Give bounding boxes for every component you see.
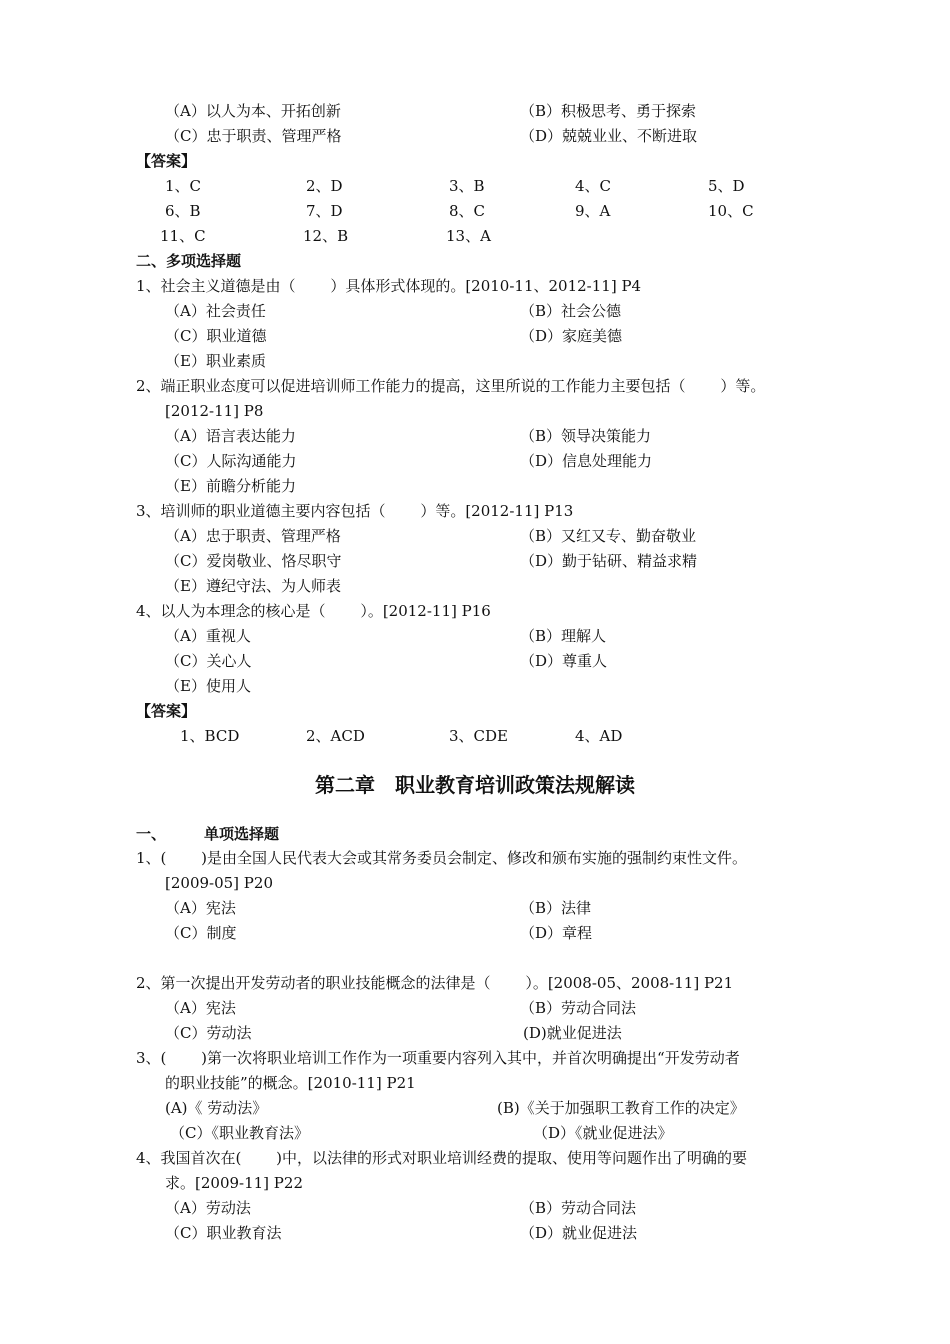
option: （D）章程	[520, 924, 593, 942]
option-row	[0, 349, 950, 374]
option-row	[0, 624, 950, 649]
answer: 1、BCD	[180, 727, 240, 745]
option: （B）理解人	[520, 627, 607, 645]
option-row	[0, 896, 950, 921]
answer: 4、C	[575, 177, 612, 195]
option: （A）忠于职责、管理严格	[165, 527, 341, 545]
section-heading: 单项选择题	[204, 825, 280, 843]
question-text: 2、端正职业态度可以促进培训师工作能力的提高，这里所说的工作能力主要包括（ ）等。	[136, 377, 766, 395]
answer: 7、D	[306, 202, 343, 220]
section-heading-row	[0, 822, 950, 847]
option-row	[0, 574, 950, 599]
option-row	[0, 324, 950, 349]
question-text: 4、我国首次在( )中，以法律的形式对职业培训经费的提取、使用等问题作出了明确的要	[136, 1149, 748, 1167]
option-row	[0, 524, 950, 549]
answer: 10、C	[708, 202, 754, 220]
answer: 3、B	[449, 177, 485, 195]
section-number: 一、	[136, 825, 167, 843]
answer: 6、B	[165, 202, 201, 220]
question-text: 2、第一次提出开发劳动者的职业技能概念的法律是（ ）。[2008-05、2008-11] P21	[136, 974, 734, 992]
question-text: 1、社会主义道德是由（ ）具体形式体现的。[2010-11、2012-11] P4	[136, 277, 642, 295]
option: （C）《职业教育法》	[170, 1124, 309, 1142]
option: （C）忠于职责、管理严格	[165, 127, 342, 145]
option-row	[0, 1096, 950, 1121]
option: （C）人际沟通能力	[165, 452, 297, 470]
answer-heading-row	[0, 149, 950, 174]
option-row	[0, 549, 950, 574]
option: （A）以人为本、开拓创新	[165, 102, 341, 120]
option: （E）使用人	[165, 677, 251, 695]
question-row	[0, 971, 950, 996]
option-row	[0, 424, 950, 449]
option-row	[0, 1021, 950, 1046]
answer: 5、D	[708, 177, 745, 195]
option-row	[0, 1121, 950, 1146]
answer-heading: 【答案】	[136, 702, 197, 720]
question-row	[0, 1046, 950, 1071]
question-row	[0, 1146, 950, 1171]
answer: 8、C	[449, 202, 486, 220]
answer: 12、B	[303, 227, 349, 245]
answer-row	[0, 174, 950, 199]
option: （B）又红又专、勤奋敬业	[520, 527, 697, 545]
option: （B）劳动合同法	[520, 1199, 637, 1217]
answer: 13、A	[446, 227, 491, 245]
section-heading: 二、多项选择题	[136, 252, 242, 270]
option: （E）遵纪守法、为人师表	[165, 577, 341, 595]
answer-heading-row	[0, 699, 950, 724]
answer: 3、CDE	[449, 727, 508, 745]
answer: 11、C	[160, 227, 206, 245]
question-text: 1、( )是由全国人民代表大会或其常务委员会制定、修改和颁布实施的强制约束性文件。	[136, 849, 748, 867]
question-ref-row	[0, 871, 950, 896]
option-row	[0, 474, 950, 499]
option: （A）语言表达能力	[165, 427, 296, 445]
question-text-continued: 的职业技能”的概念。[2010-11] P21	[165, 1074, 416, 1092]
question-text: 3、( )第一次将职业培训工作作为一项重要内容列入其中，并首次明确提出“开发劳动者	[136, 1049, 740, 1067]
option: （C）职业道德	[165, 327, 267, 345]
option: （E）职业素质	[165, 352, 266, 370]
question-row	[0, 599, 950, 624]
question-row	[0, 499, 950, 524]
option: (B)《关于加强职工教育工作的决定》	[497, 1099, 745, 1117]
option: （E）前瞻分析能力	[165, 477, 296, 495]
option: （C）劳动法	[165, 1024, 252, 1042]
option: （C）制度	[165, 924, 237, 942]
answer: 2、D	[306, 177, 343, 195]
answer: 2、ACD	[306, 727, 365, 745]
answer: 4、AD	[575, 727, 623, 745]
option-row	[0, 1196, 950, 1221]
question-text-continued-row	[0, 1071, 950, 1096]
option-row	[0, 99, 950, 124]
question-row	[0, 846, 950, 871]
option: （B）领导决策能力	[520, 427, 652, 445]
option: （B）积极思考、勇于探索	[520, 102, 697, 120]
option: （D）兢兢业业、不断进取	[520, 127, 698, 145]
option-row	[0, 124, 950, 149]
option: (A)《 劳动法》	[165, 1099, 268, 1117]
option-row	[0, 996, 950, 1021]
answer: 1、C	[165, 177, 202, 195]
question-text: 3、培训师的职业道德主要内容包括（ ）等。[2012-11] P13	[136, 502, 574, 520]
answer-row	[0, 724, 950, 749]
question-text: 4、以人为本理念的核心是（ ）。[2012-11] P16	[136, 602, 491, 620]
answer-row	[0, 224, 950, 249]
option: （D）尊重人	[520, 652, 608, 670]
option: （D）就业促进法	[520, 1224, 638, 1242]
option: （C）职业教育法	[165, 1224, 282, 1242]
option: （D）《就业促进法》	[533, 1124, 673, 1142]
option: （A）宪法	[165, 999, 236, 1017]
answer-row	[0, 199, 950, 224]
option: （B）社会公德	[520, 302, 622, 320]
section-heading-row	[0, 249, 950, 274]
question-ref: [2009-05] P20	[165, 874, 273, 892]
option: （D）勤于钻研、精益求精	[520, 552, 698, 570]
option: （D）信息处理能力	[520, 452, 653, 470]
option: （C）爱岗敬业、恪尽职守	[165, 552, 342, 570]
option: （B）法律	[520, 899, 592, 917]
option-row	[0, 674, 950, 699]
answer: 9、A	[575, 202, 611, 220]
question-text-continued: 求。[2009-11] P22	[165, 1174, 303, 1192]
option: (D)就业促进法	[523, 1024, 622, 1042]
option: （A）重视人	[165, 627, 251, 645]
chapter-title: 第二章 职业教育培训政策法规解读	[315, 773, 635, 797]
question-row	[0, 374, 950, 399]
option-row	[0, 921, 950, 946]
question-row	[0, 274, 950, 299]
question-text-continued-row	[0, 1171, 950, 1196]
option: （D）家庭美德	[520, 327, 623, 345]
option-row	[0, 1221, 950, 1246]
option-row	[0, 649, 950, 674]
option-row	[0, 449, 950, 474]
question-ref: [2012-11] P8	[165, 402, 264, 420]
question-ref-row	[0, 399, 950, 424]
option: （C）关心人	[165, 652, 252, 670]
option: （A）社会责任	[165, 302, 266, 320]
option: （A）宪法	[165, 899, 236, 917]
option-row	[0, 299, 950, 324]
option: （A）劳动法	[165, 1199, 251, 1217]
option: （B）劳动合同法	[520, 999, 637, 1017]
answer-heading: 【答案】	[136, 152, 197, 170]
